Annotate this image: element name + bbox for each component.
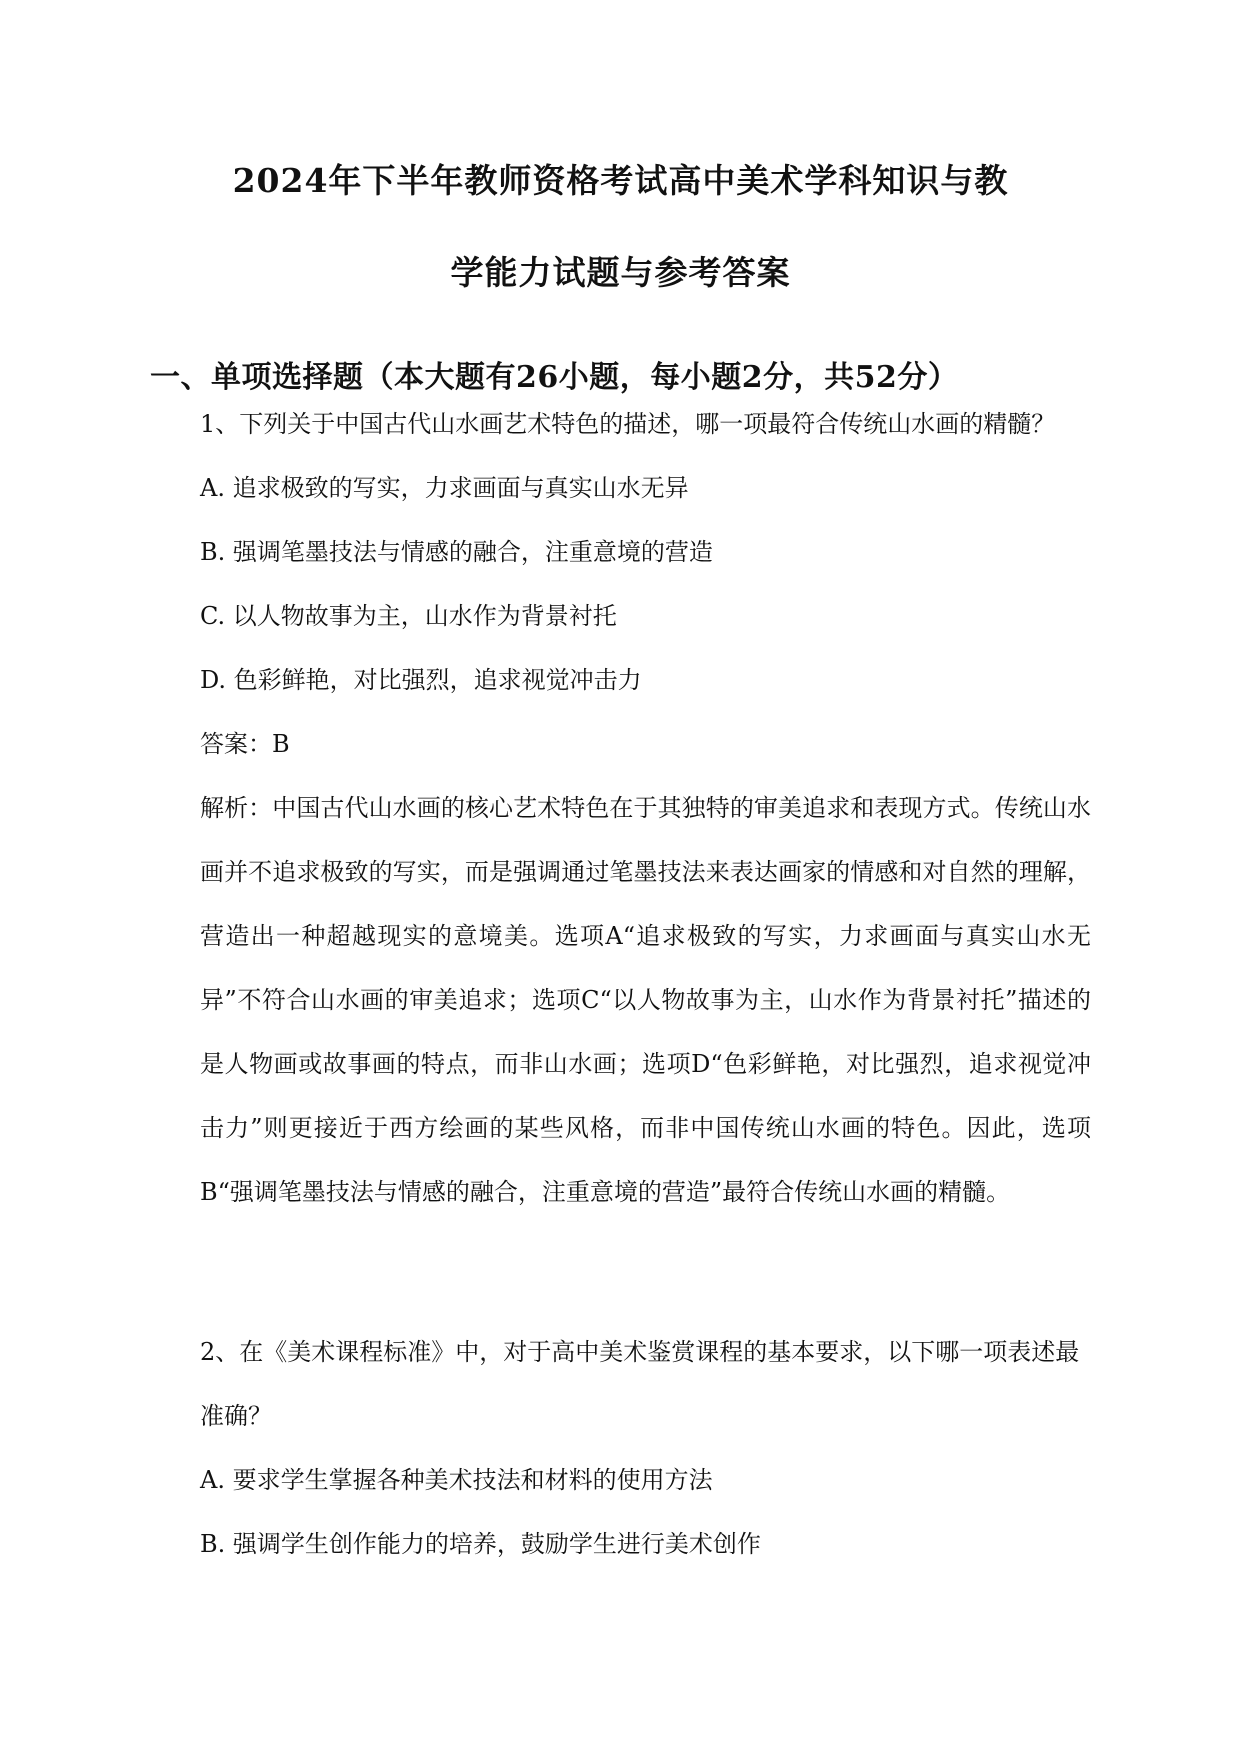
- question-1-option-a: A. 追求极致的写实，力求画面与真实山水无异: [200, 474, 689, 502]
- question-1-analysis: 解析：中国古代山水画的核心艺术特色在于其独特的审美追求和表现方式。传统山水画并不追求极致的写实，而是强调通过笔墨技法来表达画家的情感和对自然的理解，营造出一种超越现实的意境美。选项A“追求极致的写实，力求画面与真实山水无异”不符合山水画的审美追求；选项C“以人物故事为主，山水作为背景衬托”描述的是人物画或故事画的特点，而非山水画；选项D“色彩鲜艳，对比强烈，追求视觉冲击力”则更接近于西方绘画的某些风格，而非中国传统山水画的特色。因此，选项B“强调笔墨技法与情感的融合，注重意境的营造”最符合传统山水画的精髓。: [200, 794, 1091, 1206]
- question-2-option-a: A. 要求学生掌握各种美术技法和材料的使用方法: [200, 1466, 713, 1494]
- question-2-stem: 2、在《美术课程标准》中，对于高中美术鉴赏课程的基本要求，以下哪一项表述最准确？: [200, 1338, 1080, 1430]
- question-1-option-b: B. 强调笔墨技法与情感的融合，注重意境的营造: [200, 538, 713, 566]
- document-title-line-2: 学能力试题与参考答案: [450, 253, 791, 292]
- document-title-line-1: 2024年下半年教师资格考试高中美术学科知识与教: [232, 161, 1009, 200]
- question-1-stem: 1、下列关于中国古代山水画艺术特色的描述，哪一项最符合传统山水画的精髓？: [200, 410, 1056, 438]
- question-1-answer: 答案：B: [200, 730, 290, 758]
- question-2-option-b: B. 强调学生创作能力的培养，鼓励学生进行美术创作: [200, 1530, 761, 1558]
- question-1-option-d: D. 色彩鲜艳，对比强烈，追求视觉冲击力: [200, 666, 642, 694]
- question-1-option-c: C. 以人物故事为主，山水作为背景衬托: [200, 602, 617, 630]
- section-heading: 一、单项选择题（本大题有26小题，每小题2分，共52分）: [150, 360, 959, 395]
